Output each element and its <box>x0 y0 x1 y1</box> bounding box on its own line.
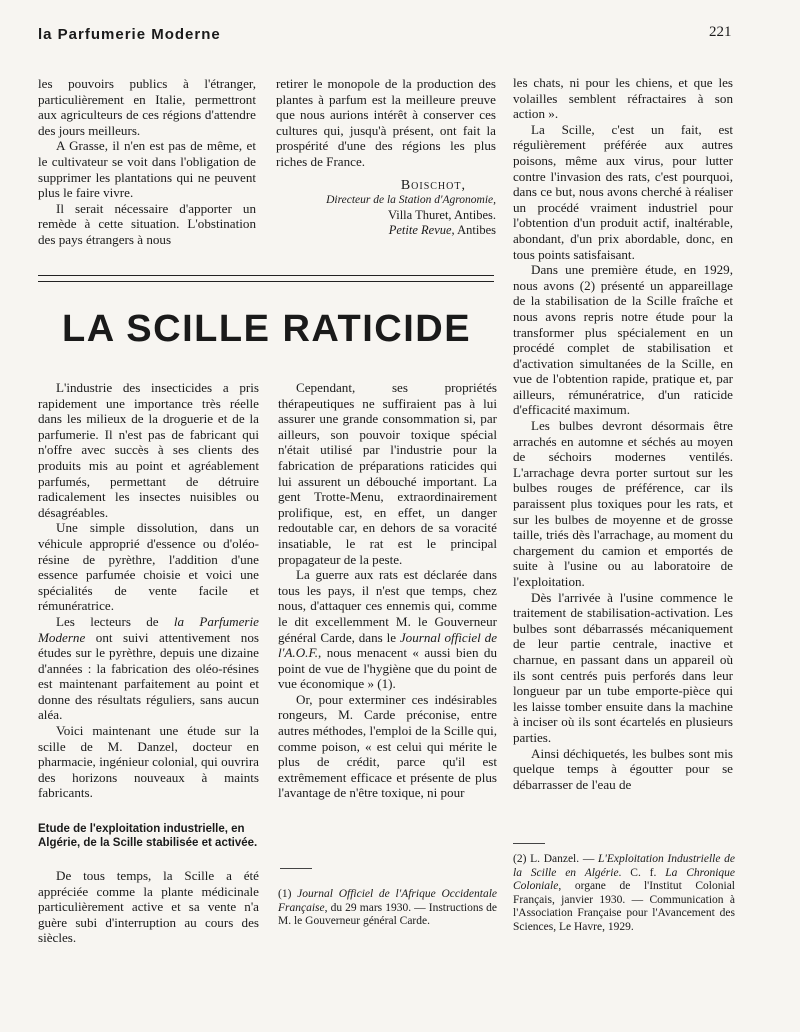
publication-place: , Antibes <box>451 222 496 237</box>
footnote-1: (1) Journal Officiel de l'Afrique Occidentale Française, du 29 mars 1930. — Instructions de M. le Gouverneur général Carde. <box>278 888 497 927</box>
author-name: Boischot, <box>400 177 466 193</box>
top-article-col2 <box>276 76 496 238</box>
signature-block <box>276 178 496 238</box>
article-title: LA SCILLE RATICIDE <box>62 308 472 350</box>
author-address: Villa Thuret, Antibes. <box>387 207 496 222</box>
footnote-rule <box>513 843 545 844</box>
running-title: la Parfumerie Moderne <box>38 26 221 43</box>
paragraph: La guerre aux rats est déclarée dans tous les pays, il n'est que temps, chez nous, d'attaquer ces ennemis qui, comme le dit excellemment M. le Gouverneur général Carde, dans le Journal officiel de l'A.O.F., nous menacent « aussi bien du point de vue de l'hygiène que du point de vue économique » (1). <box>278 567 498 692</box>
paragraph: les pouvoirs publics à l'étranger, particulièrement en Italie, permettront aux agriculteurs de ces régions d'attendre des jours meilleurs. <box>38 76 256 138</box>
paragraph: retirer le monopole de la production des plantes à parfum est la meilleure preuve que nous aurions intérêt à conserver ces cultures qui, jusqu'à présent, ont fait la prospérité d'une des régions les plus riches de France. <box>276 76 496 169</box>
paragraph: La Scille, c'est un fait, est régulièrement préférée aux autres poisons, même aux virus, pour lutter contre l'invasion des rats, c'est pourquoi, dans ce but, nous avons cherché à réaliser un procédé vraiment industriel pour l'obtention d'un produit actif, inaltérable, abondant, d'un prix abordable, donc, en tous points satisfaisant. <box>513 121 733 262</box>
section-subheading: Etude de l'exploitation industrielle, en Algérie, de la Scille stabilisée et activée. <box>38 823 258 849</box>
paragraph: Il serait nécessaire d'apporter un remède à cette situation. L'obstination des pays étrangers à nous <box>38 200 256 247</box>
magazine-name: la Parfumerie Moderne <box>38 613 259 645</box>
paragraph: Dès l'arrivée à l'usine commence le traitement de stabilisation-activation. Les bulbes sont débarrassés mécaniquement de leur partie centrale, inactive et charnue, en passant dans un appareil où ils sont centrés puis perforés dans leur longueur par un tube emporte-pièce qui les laisse tomber ensuite dans la machine à inciser où ils sont écartelés en plusieurs parties. <box>513 589 733 745</box>
paragraph: De tous temps, la Scille a été appréciée comme la plante médicinale particulièrement active et sa vente n'a guère subi d'interruption au cours des siècles. <box>38 868 259 946</box>
paragraph: L'industrie des insecticides a pris rapidement une importance très réelle dans les milieux de la droguerie et de la parfumerie. Il n'est pas de fabricant qui n'offre avec succès à ses clients des produits mis au point et agréablement parfumés, permettant de détruire radicalement les insectes nuisibles ou désagréables. <box>38 380 259 520</box>
journal-name: Journal officiel de l'A.O.F. <box>278 629 498 661</box>
paragraph: Or, pour exterminer ces indésirables rongeurs, M. Carde préconise, entre autres méthodes, l'emploi de la Scille qui, comme poison, « est celui qui mérite le plus de crédit, parce qu'il est extrêmement efficace et présente de plus l'avantage de n'être toxique, ni pour <box>278 691 497 801</box>
paragraph: Voici maintenant une étude sur la scille de M. Danzel, docteur en pharmacie, ingénieur colonial, qui ouvrira des horizons nouveaux à maints fabricants. <box>38 723 259 801</box>
paragraph: Cependant, ses propriétés thérapeutiques ne suffiraient pas à lui assurer une grande consommation si, par ailleurs, son pouvoir toxique spécial n'était utilisé par l'industrie pour la fabrication de préparations raticides qui lui assurent un débouché important. La gent Trotte-Menu, extraordinairement prolifique, est, en effet, un danger redoutable car, en dehors de sa voracité insatiable, le rat est le principal propagateur de la peste. <box>278 380 497 567</box>
paragraph: A Grasse, il n'en est pas de même, et le cultivateur se voit dans l'obligation de supprimer les plantations qui ne peuvent plus le faire vivre. <box>38 138 256 201</box>
separator-rule <box>38 281 494 282</box>
paragraph: Les lecteurs de la Parfumerie Moderne ont suivi attentivement nos études sur le pyrèthre, depuis une dizaine d'années : la fabrication des oléo-résines est maintenant parfaitement au point et donne des résultats réguliers, sans aucun aléa. <box>38 613 259 723</box>
page-number: 221 <box>709 24 732 40</box>
paragraph: Une simple dissolution, dans un véhicule approprié d'essence ou d'oléo-résine de pyrèthre, l'addition d'une essence parfumée choisie et voici une spécialités de vente facile et rémunératrice. <box>38 520 259 614</box>
paragraph: les chats, ni pour les chiens, et que les volailles semblent réfractaires à son action ». <box>513 75 733 122</box>
paragraph: Les bulbes devront désormais être arrachés en automne et séchés au moyen de séchoirs modernes ventilés. L'arrachage devra porter surtout sur les bulbes rouges de préférence, car ils paraissent plus toxiques pour les rats, et sur les bulbes de moyenne et de grosse taille, triés dès l'arrachage, au moment du chargement du camion et emportés de suite à l'usine ou au laboratoire de l'exploitation. <box>513 418 733 589</box>
author-role: Directeur de la Station d'Agronomie, <box>326 193 496 206</box>
main-article-col3 <box>513 75 733 792</box>
main-article-col2 <box>278 380 497 801</box>
publication-name: Petite Revue <box>388 222 452 237</box>
paragraph: Ainsi déchiquetés, les bulbes sont mis quelque temps à égoutter pour se débarrasser de l'eau de <box>513 745 733 792</box>
footnote-rule <box>280 868 312 869</box>
paragraph: Dans une première étude, en 1929, nous avons (2) présenté un appareillage de la stabilisation de la Scille fraîche et nous avons repris notre étude pour la transformer plus spécialement en un procédé complet de stabilisation et d'activation simultanées de la Scille, en vue de l'obtention rapide, pratique et, par ailleurs, rémunératrice, d'un raticide d'efficacité maximum. <box>513 262 733 418</box>
separator-rule <box>38 275 494 276</box>
main-article-col1 <box>38 380 259 946</box>
top-article-col1 <box>38 76 256 248</box>
footnote-2: (2) L. Danzel. — L'Exploitation Industrielle de la Scille en Algérie. C. f. La Chronique Coloniale, organe de l'Institut Colonial Français, janvier 1930. — Communication à l'Association Française pour l'Avancement des Sciences, Le Havre, 1929. <box>513 853 736 933</box>
